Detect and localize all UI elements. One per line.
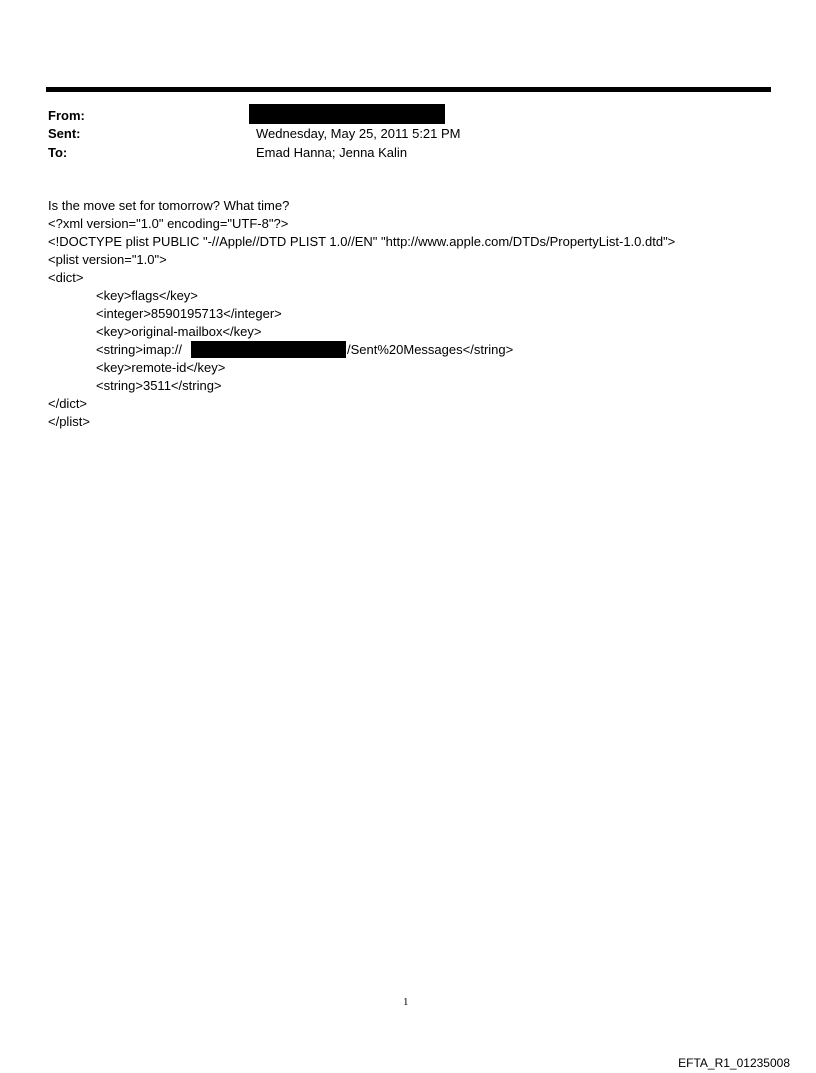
- from-label: From:: [48, 108, 85, 123]
- to-value: Emad Hanna; Jenna Kalin: [256, 145, 408, 160]
- redacted-mailbox-host: [191, 341, 346, 358]
- integer-flags: <integer>8590195713</integer>: [96, 306, 282, 321]
- string-mailbox-end: /Sent%20Messages</string>: [347, 342, 514, 357]
- doctype-line: <!DOCTYPE plist PUBLIC "-//Apple//DTD PLIST 1.0//EN" "http://www.apple.com/DTDs/PropertyList-1.0.dtd">: [48, 234, 676, 249]
- key-flags: <key>flags</key>: [96, 288, 198, 303]
- header-rule: [46, 87, 771, 92]
- redacted-sender: [249, 104, 445, 124]
- sent-label: Sent:: [48, 126, 81, 141]
- xml-declaration: <?xml version="1.0" encoding="UTF-8"?>: [48, 216, 289, 231]
- to-label: To:: [48, 145, 68, 160]
- plist-close: </plist>: [48, 414, 90, 429]
- page-number: 1: [403, 996, 409, 1008]
- key-remote-id: <key>remote-id</key>: [96, 360, 226, 375]
- message-text: Is the move set for tomorrow? What time?: [48, 198, 290, 213]
- key-original-mailbox: <key>original-mailbox</key>: [96, 324, 262, 339]
- plist-open: <plist version="1.0">: [48, 252, 167, 267]
- dict-open: <dict>: [48, 270, 84, 285]
- bates-number: EFTA_R1_01235008: [678, 1056, 790, 1070]
- dict-close: </dict>: [48, 396, 88, 411]
- string-mailbox-start: <string>imap://: [96, 342, 182, 357]
- string-remote-id: <string>3511</string>: [96, 378, 222, 393]
- sent-value: Wednesday, May 25, 2011 5:21 PM: [256, 126, 461, 141]
